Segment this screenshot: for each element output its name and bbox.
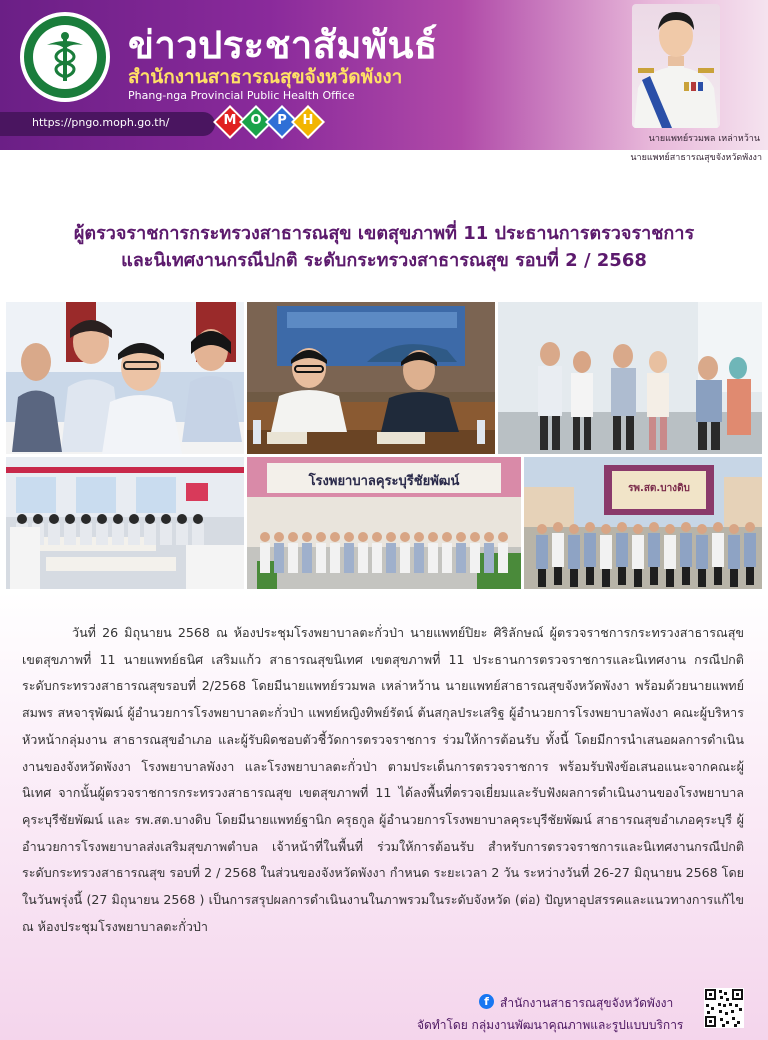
qr-code-icon[interactable] xyxy=(704,988,744,1028)
station-sign: รพ.สต.บางดิบ xyxy=(628,483,690,494)
chief-portrait xyxy=(632,4,720,128)
moph-logo xyxy=(214,108,324,138)
photo-hospital-visit xyxy=(498,302,762,454)
photo-health-station-group xyxy=(524,457,762,589)
headline-line-2: และนิเทศงานกรณีปกติ ระดับกระทรวงสาธารณสุข รอบที่ 2 / 2568 xyxy=(121,250,647,271)
moph-letter-p: P xyxy=(277,113,287,128)
ministry-logo xyxy=(20,12,110,102)
chief-title: นายแพทย์สาธารณสุขจังหวัดพังงา xyxy=(630,153,762,163)
chief-name: นายแพทย์รวมพล เหล่าหว้าน xyxy=(648,134,760,144)
office-name-en: Phang-nga Provincial Public Health Office xyxy=(128,89,355,102)
moph-letter-h: H xyxy=(302,113,314,128)
page-title: ข่าวประชาสัมพันธ์ xyxy=(128,23,438,67)
moph-letter-o: O xyxy=(250,113,262,128)
hospital-sign: โรงพยาบาลคุระบุรีชัยพัฒน์ xyxy=(308,474,460,489)
headline-line-1: ผู้ตรวจราชการกระทรวงสาธารณสุข เขตสุขภาพที่ 11 ประธานการตรวจราชการ xyxy=(73,223,695,244)
caduceus-icon xyxy=(41,31,89,83)
credit-line: จัดทำโดย กลุ่มงานพัฒนาคุณภาพและรูปแบบบริการ xyxy=(417,1018,684,1032)
article-body: วันที่ 26 มิถุนายน 2568 ณ ห้องประชุมโรงพยาบาลตะกั่วป่า นายแพทย์ปิยะ ศิริลักษณ์ ผู้ตรวจราชการกระทรวงสาธารณสุข เขตสุขภาพที่ 11 นายแพทย์ธนิศ เสริมแก้ว สาธารณสุขนิเทศ เขตสุขภาพที่ 11 ประธานการตรวจราชการและนิเทศงาน กรณีปกติ ระดับกระทรวงสาธารณสุขรอบที่ 2/2568 โดยมีนายแพทย์รวมพล เหล่าหว้าน นายแพทย์สาธารณสุขจังหวัดพังงา พร้อมด้วยนายแพทย์สมพร สหจารุพัฒน์ ผู้อำนวยการโรงพยาบาลตะกั่วป่า แพทย์หญิงทิพย์รัตน์ ต้นสกุลประเสริฐ ผู้อำนวยการโรงพยาบาลพังงา คณะผู้บริหาร หัวหน้ากลุ่มงาน สาธารณสุขอำเภอ และผู้รับผิดชอบตัวชี้วัดการตรวจราชการ ร่วมให้การต้อนรับ ทั้งนี้ โดยมีการนำเสนอผลการดำเนินงานของจังหวัดพังงา โรงพยาบาลพังงา และโรงพยาบาลตะกั่วป่า ตามประเด็นการตรวจราชการ พร้อมรับฟังข้อเสนอแนะจากคณะผู้นิเทศ จากนั้นผู้ตรวจราชการกระทรวงสาธารณสุข เขตสุขภาพที่ 11 ได้ลงพื้นที่ตรวจเยี่ยมและรับฟังผลการดำเนินงานของโรงพยาบาลคุระบุรีชัยพัฒน์ และ รพ.สต.บางดิบ โดยมีนายแพทย์ฐานิก ครุธกูล ผู้อำนวยการโรงพยาบาลคุระบุรีชัยพัฒน์ สาธารณสุขอำเภอคุระบุรี ผู้อำนวยการโรงพยาบาลส่งเสริมสุขภาพตำบล เจ้าหน้าที่ในพื้นที่ ร่วมให้การต้อนรับ สำหรับการตรวจราชการและนิเทศงานกรณีปกติ ระดับกระทรวงสาธารณสุข รอบที่ 2 / 2568 ในส่วนของจังหวัดพังงา กำหนด ระยะเวลา 2 วัน ระหว่างวันที่ 26-27 มิถุนายน 2568 โดยในวันพรุ่งนี้ (27 มิถุนายน 2568 ) เป็นการสรุปผลการดำเนินงานในภาพรวมในระดับจังหวัด (ต่อ) ปัญหาอุปสรรคและแนวทางการแก้ไข ณ ห้องประชุมโรงพยาบาลตะกั่วป่า xyxy=(22,625,744,934)
photo-meeting-room xyxy=(6,457,244,589)
facebook-page-name[interactable]: สำนักงานสาธารณสุขจังหวัดพังงา xyxy=(500,996,674,1010)
facebook-icon[interactable]: f xyxy=(479,994,494,1009)
office-name: สำนักงานสาธารณสุขจังหวัดพังงา xyxy=(128,66,403,88)
photo-meeting-attendees xyxy=(6,302,244,454)
moph-letter-m: M xyxy=(223,113,237,128)
photo-meeting-head-table xyxy=(247,302,495,454)
photo-hospital-group xyxy=(247,457,521,589)
article-headline xyxy=(20,220,748,274)
website-link[interactable]: https://pngo.moph.go.th/ xyxy=(32,116,170,129)
